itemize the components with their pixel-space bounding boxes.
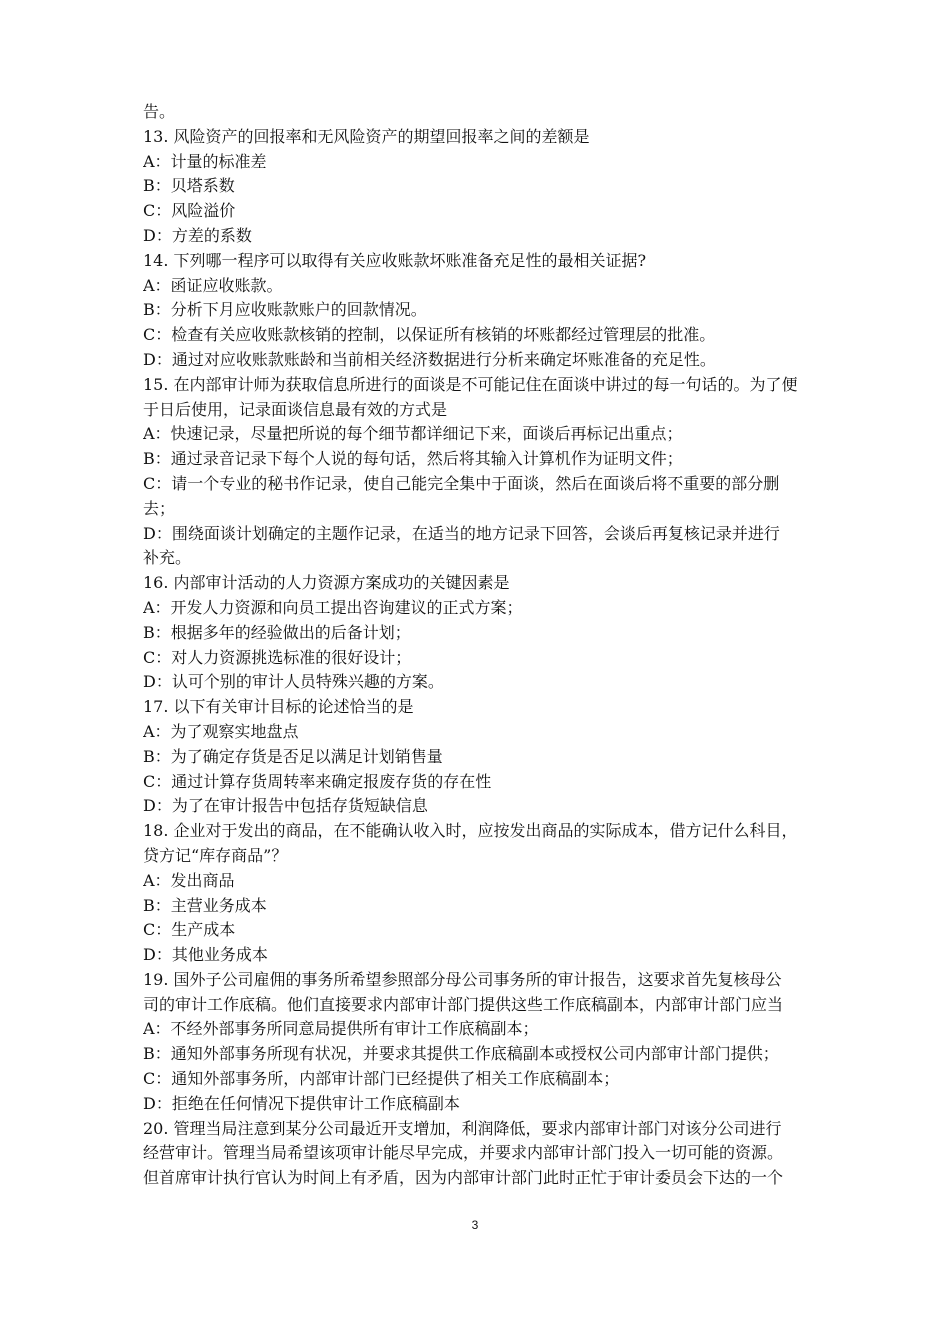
text-line: A：不经外部事务所同意局提供所有审计工作底稿副本； — [143, 1019, 539, 1039]
text-line: C：对人力资源挑选标准的很好设计； — [143, 647, 412, 667]
text-line: A：快速记录，尽量把所说的每个细节都详细记下来，面谈后再标记出重点； — [143, 424, 683, 444]
text-line: 经营审计。管理当局希望该项审计能尽早完成，并要求内部审计部门投入一切可能的资源。 — [143, 1143, 784, 1163]
text-line: B：分析下月应收账款账户的回款情况。 — [143, 300, 427, 320]
text-line: 19. 国外子公司雇佣的事务所希望参照部分母公司事务所的审计报告，这要求首先复核母公 — [143, 969, 782, 989]
text-line: C：风险溢价 — [143, 201, 236, 221]
text-line: 15. 在内部审计师为获取信息所进行的面谈是不可能记住在面谈中讲过的每一句话的。为了便 — [143, 374, 798, 394]
text-line: D：为了在审计报告中包括存货短缺信息 — [143, 796, 428, 816]
text-line: 16. 内部审计活动的人力资源方案成功的关键因素是 — [143, 573, 510, 593]
text-line: 去； — [143, 498, 176, 518]
text-line: D：方差的系数 — [143, 225, 252, 245]
text-line: 司的审计工作底稿。他们直接要求内部审计部门提供这些工作底稿副本，内部审计部门应当 — [143, 994, 784, 1014]
document-body — [143, 100, 815, 1191]
text-line: 18. 企业对于发出的商品，在不能确认收入时，应按发出商品的实际成本，借方记什么科目， — [143, 821, 798, 841]
text-line: A：计量的标准差 — [143, 151, 267, 171]
text-line: 17. 以下有关审计目标的论述恰当的是 — [143, 697, 414, 717]
text-line: C：通过计算存货周转率来确定报废存货的存在性 — [143, 771, 492, 791]
text-line: B：根据多年的经验做出的后备计划； — [143, 622, 411, 642]
text-line: 贷方记“库存商品”？ — [143, 845, 288, 865]
text-line: 14. 下列哪一程序可以取得有关应收账款坏账准备充足性的最相关证据? — [143, 250, 647, 270]
text-line: A：为了观察实地盘点 — [143, 721, 299, 741]
text-line: B：主营业务成本 — [143, 895, 267, 915]
text-line: A：函证应收账款。 — [143, 275, 283, 295]
text-line: 13. 风险资产的回报率和无风险资产的期望回报率之间的差额是 — [143, 126, 590, 146]
text-line: B：通知外部事务所现有状况，并要求其提供工作底稿副本或授权公司内部审计部门提供； — [143, 1044, 779, 1064]
text-line: B：通过录音记录下每个人说的每句话，然后将其输入计算机作为证明文件； — [143, 449, 683, 469]
text-line: B：为了确定存货是否足以满足计划销售量 — [143, 746, 443, 766]
text-line: B：贝塔系数 — [143, 176, 235, 196]
text-line: D：通过对应收账款账龄和当前相关经济数据进行分析来确定坏账准备的充足性。 — [143, 349, 716, 369]
text-line: D：围绕面谈计划确定的主题作记录，在适当的地方记录下回答，会谈后再复核记录并进行 — [143, 523, 780, 543]
text-line: D：拒绝在任何情况下提供审计工作底稿副本 — [143, 1093, 460, 1113]
text-line: C：请一个专业的秘书作记录，使自己能完全集中于面谈，然后在面谈后将不重要的部分删 — [143, 473, 780, 493]
page-number: 3 — [471, 1218, 479, 1232]
text-line: D：认可个别的审计人员特殊兴趣的方案。 — [143, 672, 444, 692]
text-line: C：检查有关应收账款核销的控制，以保证所有核销的坏账都经过管理层的批准。 — [143, 325, 716, 345]
text-line: 告。 — [143, 102, 176, 121]
text-line: 补充。 — [143, 548, 192, 568]
text-line: C：通知外部事务所，内部审计部门已经提供了相关工作底稿副本； — [143, 1069, 620, 1089]
text-line: 但首席审计执行官认为时间上有矛盾，因为内部审计部门此时正忙于审计委员会下达的一个 — [143, 1168, 784, 1188]
text-line: 于日后使用，记录面谈信息最有效的方式是 — [143, 399, 448, 419]
text-line: 20. 管理当局注意到某分公司最近开支增加，利润降低，要求内部审计部门对该分公司进行 — [143, 1118, 782, 1138]
text-line: A：开发人力资源和向员工提出咨询建议的正式方案； — [143, 597, 523, 617]
text-line: A：发出商品 — [143, 870, 235, 890]
text-line: C：生产成本 — [143, 920, 236, 940]
text-line: D：其他业务成本 — [143, 945, 268, 965]
